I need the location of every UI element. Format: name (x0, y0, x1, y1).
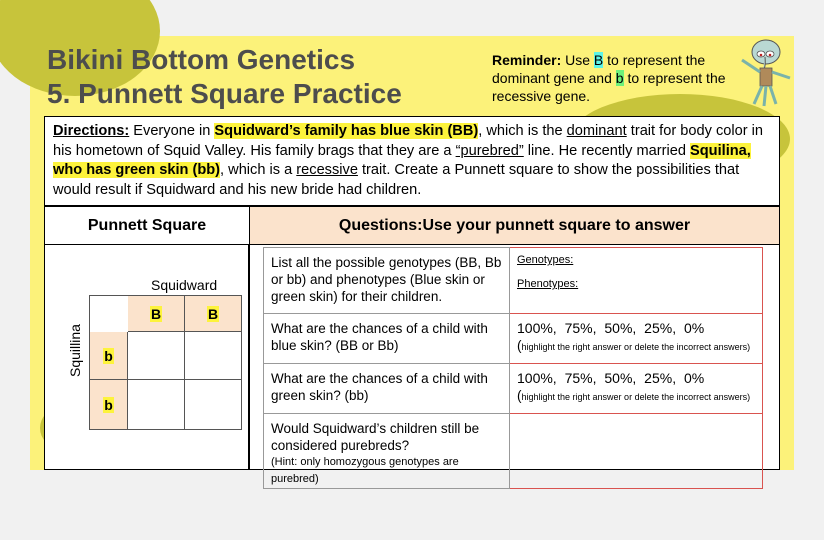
squidward-clipart-icon (736, 38, 794, 108)
question-row (264, 364, 763, 414)
worksheet-table (44, 206, 780, 485)
answer-cell[interactable]: 100%, 75%, 50%, 25%, 0% (highlight the right answer or delete the incorrect answers) (510, 364, 763, 414)
answer-cell[interactable]: Genotypes: Phenotypes: (510, 248, 763, 314)
questions-heading: Questions:Use your punnett square to answer (250, 207, 779, 245)
punnett-cell[interactable] (128, 380, 185, 430)
punnett-top-label: Squidward (151, 277, 218, 293)
reminder-note: Reminder: Use B to represent the dominant gene and b to represent the recessive gene. (492, 52, 726, 104)
question-text: Would Squidward’s children still be considered purebreds? (Hint: only homozygous genotypes are purebred) (264, 414, 510, 489)
question-text: What are the chances of a child with green skin? (bb) (264, 364, 510, 414)
question-row (264, 314, 763, 364)
question-row (264, 414, 763, 489)
page-title: Bikini Bottom Genetics 5. Punnett Square Practice (47, 44, 402, 109)
punnett-cell[interactable] (128, 332, 185, 380)
question-text: What are the chances of a child with blue skin? (BB or Bb) (264, 314, 510, 364)
answer-cell[interactable]: 100%, 75%, 50%, 25%, 0% (highlight the right answer or delete the incorrect answers) (510, 314, 763, 364)
answer-cell[interactable] (510, 414, 763, 489)
slide (30, 36, 794, 485)
column-divider (248, 245, 250, 469)
punnett-side-label: Squillina (67, 324, 83, 377)
questions-table (263, 247, 763, 489)
punnett-cell[interactable] (185, 332, 242, 380)
punnett-cell[interactable] (185, 380, 242, 430)
punnett-top-allele: B (128, 296, 185, 332)
punnett-side-allele: b (90, 380, 128, 430)
punnett-top-allele: B (185, 296, 242, 332)
punnett-heading: Punnett Square (45, 207, 250, 245)
question-row (264, 248, 763, 314)
directions-box: Directions: Everyone in Squidward’s family has blue skin (BB), which is the dominant trait for body color in his hometown of Squid Valley. His family brags that they are a “purebred” line. He recently married Squilina, who has green skin (bb), which is a recessive trait. Create a Punnett square to show the possibilities that would result if Squidward and his new bride had children. (44, 116, 780, 206)
punnett-corner (90, 296, 128, 332)
question-text: List all the possible genotypes (BB, Bb or bb) and phenotypes (Blue skin or green skin) for their children. (264, 248, 510, 314)
punnett-square (89, 295, 242, 430)
punnett-side-allele: b (90, 332, 128, 380)
